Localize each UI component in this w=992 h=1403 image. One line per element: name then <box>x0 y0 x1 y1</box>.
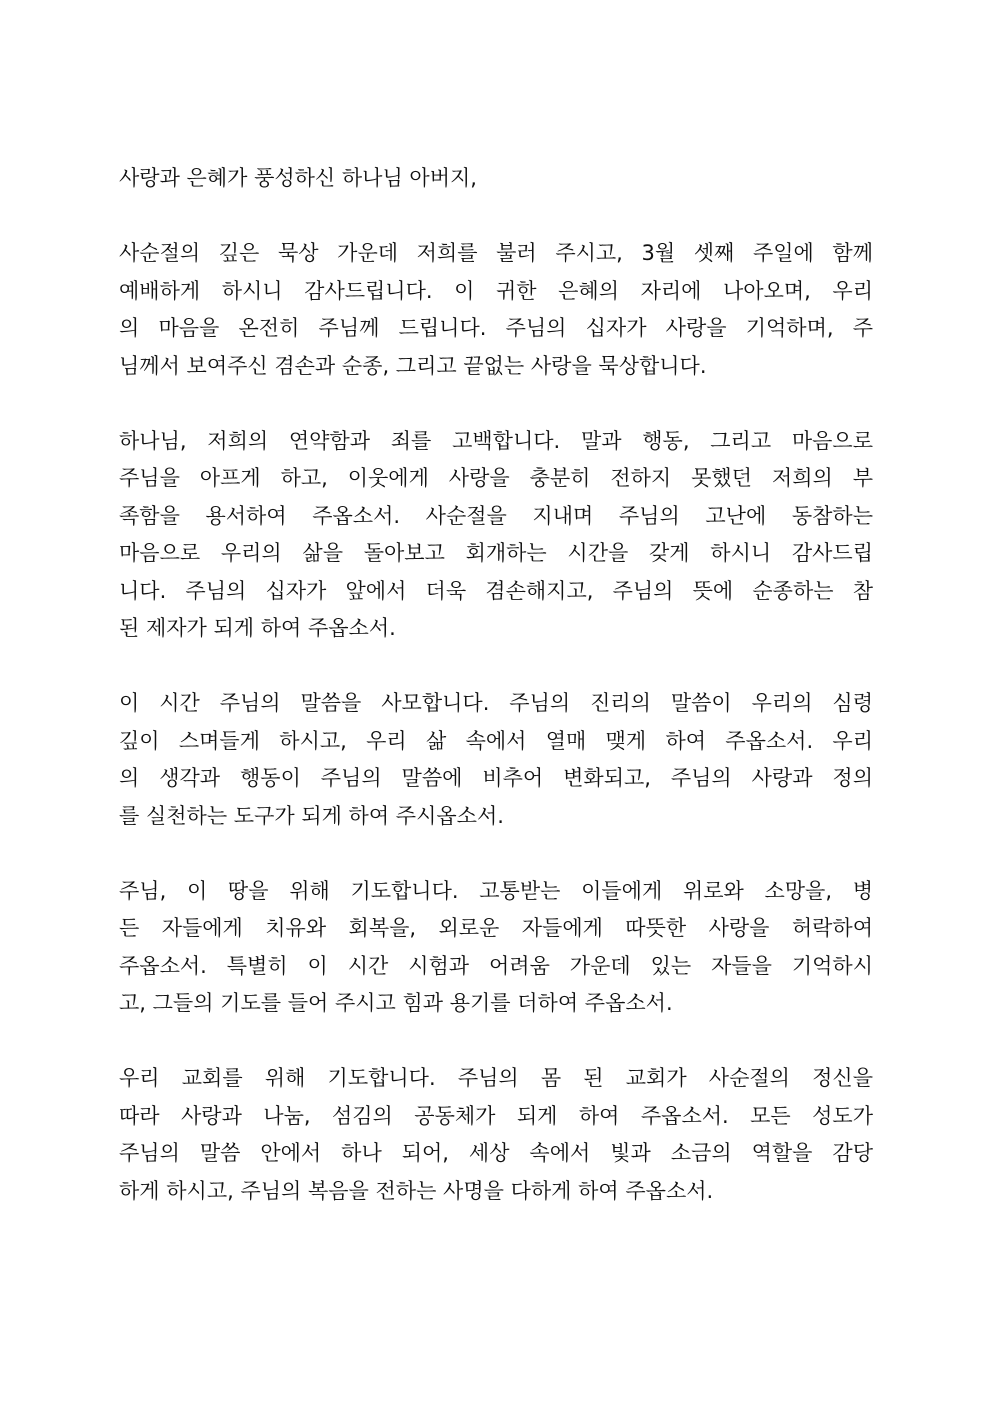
paragraph-confession <box>119 423 873 648</box>
text-line: 우리 교회를 위해 기도합니다. 주님의 몸 된 교회가 사순절의 정신을 <box>119 1066 873 1090</box>
paragraph-greeting <box>119 160 873 198</box>
text-line: 주님의 말씀 안에서 하나 되어, 세상 속에서 빛과 소금의 역할을 감당 <box>119 1141 873 1165</box>
text-line: 하나님, 저희의 연약함과 죄를 고백합니다. 말과 행동, 그리고 마음으로 <box>119 428 873 453</box>
text-line: 된 제자가 되게 하여 주옵소서. <box>119 616 396 640</box>
paragraph-thanksgiving <box>119 235 873 385</box>
paragraph-church <box>119 1060 873 1210</box>
text-line: 주님, 이 땅을 위해 기도합니다. 고통받는 이들에게 위로와 소망을, 병 <box>119 878 873 903</box>
text-line: 따라 사랑과 나눔, 섬김의 공동체가 되게 하여 주옵소서. 모든 성도가 <box>119 1103 873 1128</box>
prayer-text <box>119 160 873 1248</box>
text-line: 이 시간 주님의 말씀을 사모합니다. 주님의 진리의 말씀이 우리의 심령 <box>119 691 873 715</box>
paragraph-land <box>119 873 873 1023</box>
text-line: 주님을 아프게 하고, 이웃에게 사랑을 충분히 전하지 못했던 저희의 부 <box>119 466 873 490</box>
text-line: 주옵소서. 특별히 이 시간 시험과 어려움 가운데 있는 자들을 기억하시 <box>119 953 873 978</box>
text-line: 의 마음을 온전히 주님께 드립니다. 주님의 십자가 사랑을 기억하며, 주 <box>119 316 873 340</box>
text-line: 족함을 용서하여 주옵소서. 사순절을 지내며 주님의 고난에 동참하는 <box>119 503 873 528</box>
text-line: 하게 하시고, 주님의 복음을 전하는 사명을 다하게 하여 주옵소서. <box>119 1178 714 1203</box>
text-line: 의 생각과 행동이 주님의 말씀에 비추어 변화되고, 주님의 사랑과 정의 <box>119 766 873 790</box>
text-line: 를 실천하는 도구가 되게 하여 주시옵소서. <box>119 803 504 828</box>
text-line: 예배하게 하시니 감사드립니다. 이 귀한 은혜의 자리에 나아오며, 우리 <box>119 278 873 303</box>
text-line: 사순절의 깊은 묵상 가운데 저희를 불러 주시고, 3월 셋째 주일에 함께 <box>119 241 873 265</box>
text-line: 님께서 보여주신 겸손과 순종, 그리고 끝없는 사랑을 묵상합니다. <box>119 353 707 378</box>
text-line: 마음으로 우리의 삶을 돌아보고 회개하는 시간을 갖게 하시니 감사드립 <box>119 541 873 565</box>
text-line: 사랑과 은혜가 풍성하신 하나님 아버지, <box>119 166 477 190</box>
text-line: 든 자들에게 치유와 회복을, 외로운 자들에게 따뜻한 사랑을 허락하여 <box>119 916 873 940</box>
paragraph-word <box>119 685 873 835</box>
text-line: 니다. 주님의 십자가 앞에서 더욱 겸손해지고, 주님의 뜻에 순종하는 참 <box>119 578 873 603</box>
text-line: 고, 그들의 기도를 들어 주시고 힘과 용기를 더하여 주옵소서. <box>119 991 673 1015</box>
text-line: 깊이 스며들게 하시고, 우리 삶 속에서 열매 맺게 하여 주옵소서. 우리 <box>119 728 873 753</box>
